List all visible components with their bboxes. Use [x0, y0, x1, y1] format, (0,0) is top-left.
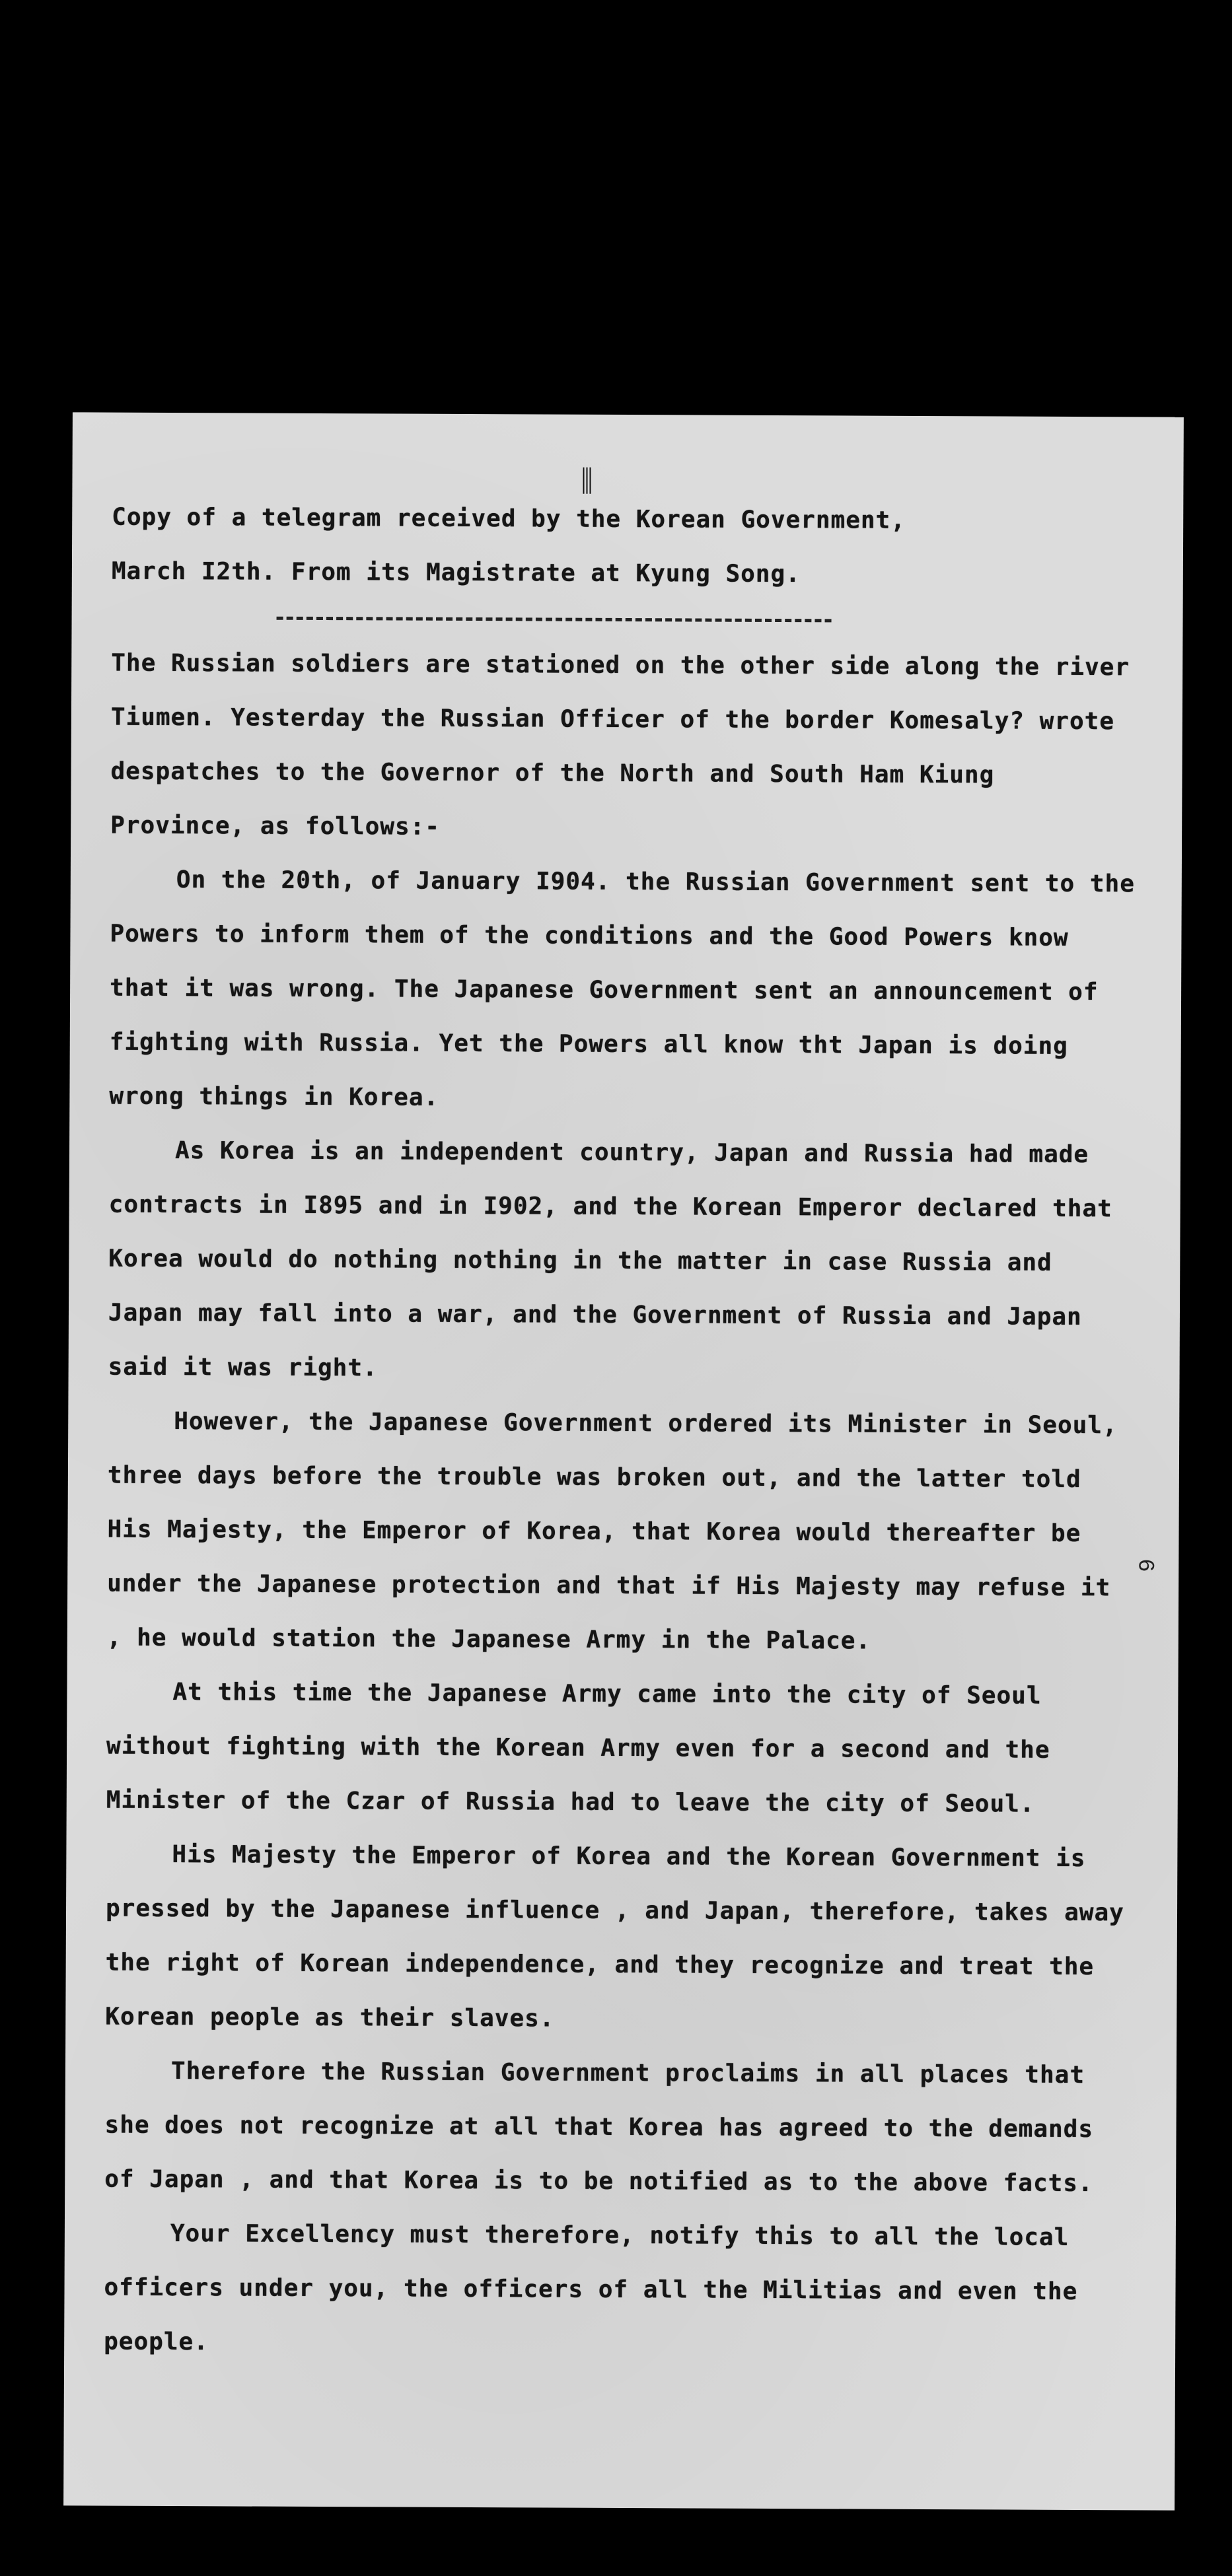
header-line-2: March I2th. From its Magistrate at Kyung Song. — [111, 557, 801, 588]
paragraph-5: At this time the Japanese Army came into the city of Seoul without fighting with the Korean Army even for a second and the Minister of the Czar of Russia had to leave the city of Seoul. — [106, 1679, 1050, 1818]
paragraph-2: On the 20th, of January I904. the Russian Government sent to the Powers to inform them of the conditions and the Good Powers know that it was wrong. The Japanese Government sent an announcement of fighting with Russia. Yet the Powers all know tht Japan is doing wrong things in Korea. — [109, 866, 1136, 1111]
document-page — [63, 412, 1184, 2510]
separator-rule — [277, 617, 832, 623]
telegram-text — [104, 491, 1142, 2374]
paragraph-7: Therefore the Russian Government proclaims in all places that she does not recognize at all that Korea has agreed to the demands of Japan , and that Korea is to be notified as to the above facts. — [104, 2058, 1094, 2198]
paragraph-1: The Russian soldiers are stationed on the other side along the river Tiumen. Yesterday the Russian Officer of the border Komesaly? wrote despatches to the Governor of the North and South Ham Kiung Province, as follows:- — [110, 649, 1130, 841]
paragraph-8: Your Excellency must therefore, notify this to all the local officers under you, the officers of all the Militias and even the people. — [104, 2220, 1078, 2356]
paragraph-4: However, the Japanese Government ordered its Minister in Seoul, three days before the trouble was broken out, and the latter told His Majesty, the Emperor of Korea, that Korea would thereafter be under the Japanese protection and that if His Majesty may refuse it , he would station the Japanese Army in the Palace. — [106, 1408, 1118, 1655]
header-line-1: Copy of a telegram received by the Korean Government, — [112, 503, 906, 534]
edge-mark — [583, 468, 592, 494]
paragraph-3: As Korea is an independent country, Japan and Russia had made contracts in I895 and in I902, and the Korean Emperor declared that Korea would do nothing nothing in the matter in case Russia and Japan may fall into a war, and the Government of Russia and Japan said it was right. — [108, 1137, 1112, 1382]
paragraph-6: His Majesty the Emperor of Korea and the Korean Government is pressed by the Japanese influence , and Japan, therefore, takes away the right of Korean independence, and they recognize and treat the Korean people as their slaves. — [105, 1841, 1124, 2033]
margin-page-mark: 6 — [1132, 1558, 1157, 1572]
